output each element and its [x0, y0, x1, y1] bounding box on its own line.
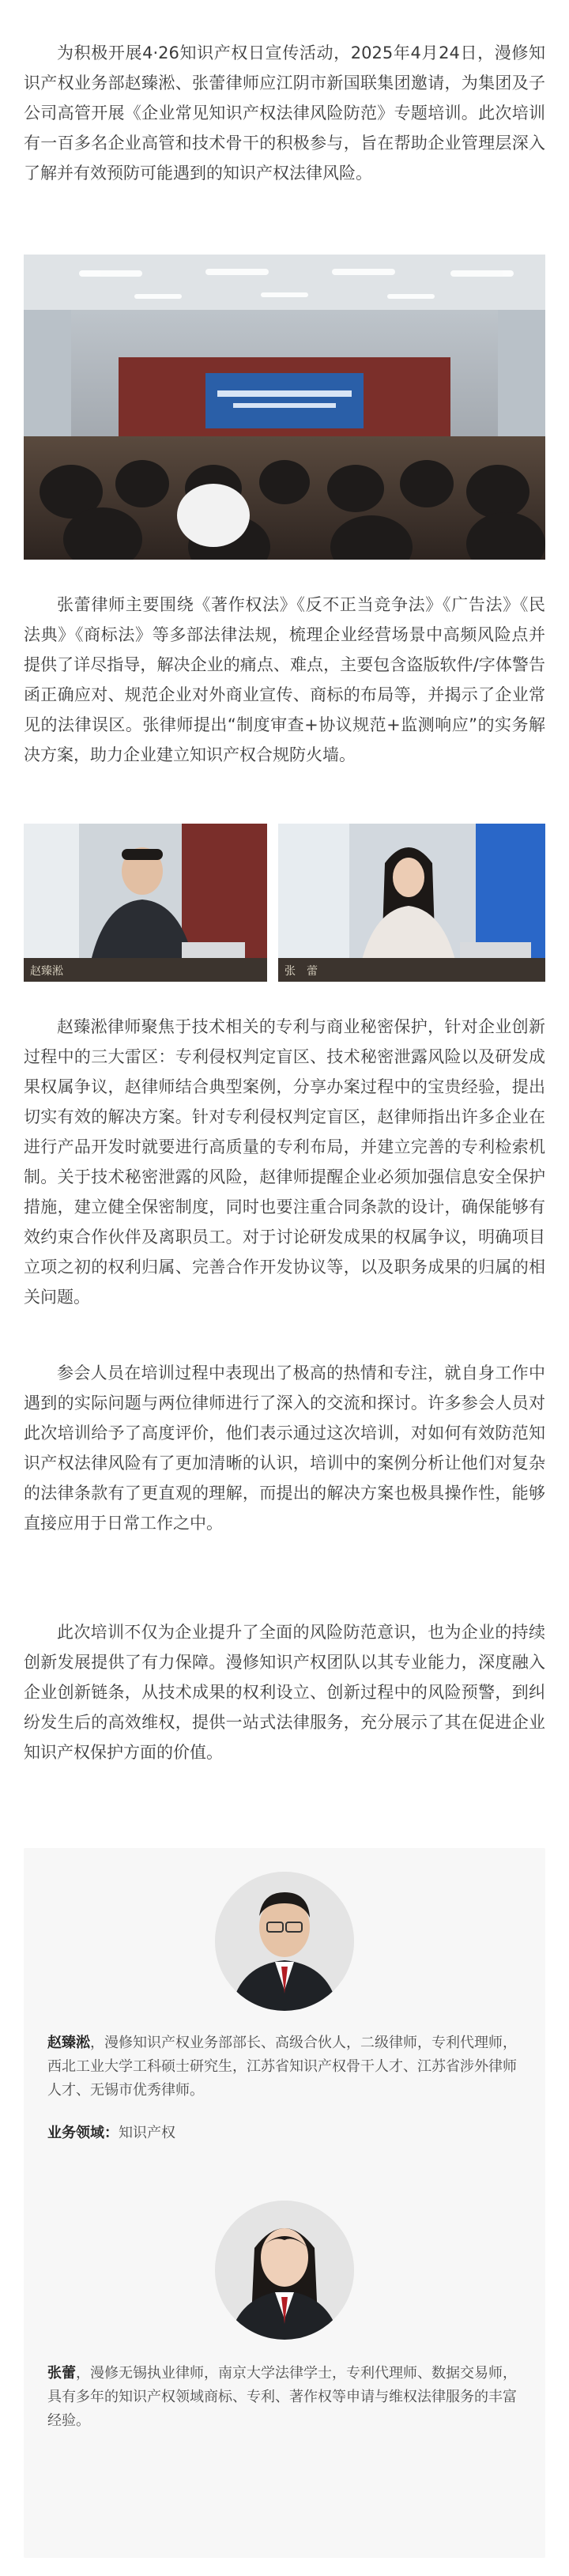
- bio-zhao: [47, 2031, 522, 2103]
- practice-field-value: 知识产权: [119, 2125, 175, 2141]
- photo-caption-zhang: 张 蕾: [284, 965, 318, 978]
- paragraph-intro: 为积极开展4·26知识产权日宣传活动，2025年4月24日，漫修知识产权业务部赵臻淞、张蕾律师应江阴市新国联集团邀请，为集团及子公司高管开展《企业常见知识产权法律风险防范》专题培训。此次培训有一百多名企业高管和技术骨干的积极参与，旨在帮助企业管理层深入了解并有效预防可能遇到的知识产权法律风险。: [24, 43, 545, 183]
- practice-field: [47, 2122, 175, 2142]
- training-venue-photo: [24, 255, 545, 560]
- paragraph-zhang: 张蕾律师主要围绕《著作权法》《反不正当竞争法》《广告法》《民法典》《商标法》等多部法律法规，梳理企业经营场景中高频风险点并提供了详尽指导，解决企业的痛点、难点，主要包含盗版软件/字体警告函正确应对、规范企业对外商业宣传、商标的布局等，并揭示了企业常见的法律误区。张律师提出“制度审查+协议规范+监测响应”的实务解决方案，助力企业建立知识产权合规防火墙。: [24, 595, 545, 764]
- lawyer-name-zhang: 张蕾: [47, 2365, 76, 2382]
- photo-caption-zhao: 赵臻淞: [30, 965, 63, 978]
- lawyer-name-zhao: 赵臻淞: [47, 2035, 90, 2051]
- lawyer-profiles-card: [24, 1848, 545, 2558]
- practice-field-label: 业务领域：: [47, 2125, 119, 2141]
- avatar-zhang: [215, 2201, 354, 2340]
- paragraph-feedback: 参会人员在培训过程中表现出了极高的热情和专注，就自身工作中遇到的实际问题与两位律师进行了深入的交流和探讨。许多参会人员对此次培训给予了高度评价，他们表示通过这次培训，对如何有效防范知识产权法律风险有了更加清晰的认识，培训中的案例分析让他们对复杂的法律条款有了更直观的理解，而提出的解决方案也极具操作性，能够直接应用于日常工作之中。: [24, 1363, 545, 1533]
- paragraph-summary: 此次培训不仅为企业提升了全面的风险防范意识，也为企业的持续创新发展提供了有力保障。漫修知识产权团队以其专业能力，深度融入企业创新链条，从技术成果的权利设立、创新过程中的风险预警，到纠纷发生后的高效维权，提供一站式法律服务，充分展示了其在促进企业知识产权保护方面的价值。: [24, 1623, 545, 1762]
- speaker-zhao-photo: [24, 824, 267, 982]
- paragraph-zhao: 赵臻淞律师聚焦于技术相关的专利与商业秘密保护，针对企业创新过程中的三大雷区：专利侵权判定盲区、技术秘密泄露风险以及研发成果权属争议，赵律师结合典型案例，分享办案过程中的宝贵经验，提出切实有效的解决方案。针对专利侵权判定盲区，赵律师指出许多企业在进行产品开发时就要进行高质量的专利布局，并建立完善的专利检索机制。关于技术秘密泄露的风险，赵律师提醒企业必须加强信息安全保护措施，建立健全保密制度，同时也要注重合同条款的设计，确保能够有效约束合作伙伴及离职员工。对于讨论研发成果的权属争议，明确项目立项之初的权利归属、完善合作开发协议等，以及职务成果的归属的相关问题。: [24, 1017, 545, 1307]
- avatar-zhao: [215, 1872, 354, 2011]
- speaker-zhang-photo: [278, 824, 545, 982]
- bio-zhang: [47, 2362, 522, 2433]
- bio-text-zhang: ，漫修无锡执业律师，南京大学法律学士，专利代理师、数据交易师，具有多年的知识产权领域商标、专利、著作权等申请与维权法律服务的丰富经验。: [47, 2365, 517, 2429]
- bio-text-zhao: ，漫修知识产权业务部部长、高级合伙人，二级律师，专利代理师，西北工业大学工科硕士研究生，江苏省知识产权骨干人才、江苏省涉外律师人才、无锡市优秀律师。: [47, 2035, 517, 2099]
